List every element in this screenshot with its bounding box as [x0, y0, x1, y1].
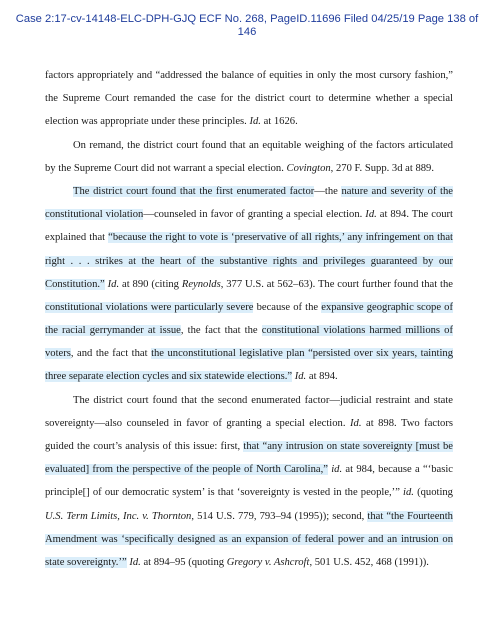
text-run: , and the fact that [70, 348, 152, 360]
highlighted-text: three separate election cycles and six statewide elections.” [45, 371, 293, 383]
highlighted-text: “because the right to vote is ‘preservative of all rights,’ any infringement on that [108, 232, 453, 244]
highlighted-text: Constitution.” [45, 278, 105, 290]
text-line [45, 226, 453, 249]
text-run: because of the [253, 301, 322, 313]
text-line [45, 365, 453, 388]
highlighted-text: constitutional violations harmed millions of [261, 325, 453, 337]
text-line [45, 296, 453, 319]
text-line [45, 458, 453, 481]
highlighted-text: nature and severity of the [341, 185, 453, 197]
highlighted-text: that “the Fourteenth [367, 510, 453, 522]
text-run: at 894. [306, 371, 338, 383]
text-line [45, 481, 453, 504]
text-run: guided the court’s analysis of this issue: first, [45, 441, 244, 452]
text-run: (quoting [413, 487, 453, 499]
text-run: at 894–95 (quoting [140, 556, 227, 568]
text-line [45, 157, 453, 180]
highlighted-text: evaluated] from the perspective of the people of North Carolina,” [45, 464, 328, 476]
text-run: at 890 (citing [119, 278, 182, 290]
text-line [45, 180, 453, 203]
highlighted-text: expansive geographic scope of [321, 301, 453, 313]
text-run: at 894. The court [376, 209, 453, 221]
italic-citation: Id. [107, 278, 120, 290]
ecf-header-line-2: 146 [237, 26, 257, 38]
italic-citation: Id. [129, 556, 141, 568]
italic-citation: id. [403, 487, 414, 499]
document-body [45, 64, 453, 574]
ecf-header [0, 13, 494, 39]
italic-citation: Id. [294, 371, 307, 383]
ecf-header-line-1: Case 2:17-cv-14148-ELC-DPH-GJQ ECF No. 268, PageID.11696 Filed 04/25/19 Page 138 of [15, 13, 479, 25]
text-run: On remand, the district court found that an equitable weighing of the factors articulated [73, 139, 453, 151]
text-run: factors appropriately and “addressed the balance of equities in only the most cursory fashion,” [45, 70, 453, 81]
text-run: the Supreme Court remanded the case for the district court to determine whether a special [45, 93, 453, 105]
text-line [45, 64, 453, 87]
text-run: , 514 U.S. 779, 793–94 (1995)); second, [191, 510, 368, 522]
text-run: , 501 U.S. 452, 468 (1991)). [309, 556, 429, 568]
highlighted-text: constitutional violations were particularly severe [45, 301, 254, 313]
italic-citation: id. [331, 464, 343, 476]
highlighted-text: state sovereignty.’” [45, 556, 127, 568]
highlighted-text: voters [45, 348, 71, 360]
italic-citation: Reynolds [181, 278, 221, 290]
highlighted-text: that “any intrusion on state sovereignty [must be [243, 441, 453, 452]
text-run: sovereignty—also counseled in favor of granting a special election. [45, 417, 350, 429]
text-line [45, 250, 453, 273]
text-run: explained that [45, 232, 109, 244]
text-line [45, 389, 453, 412]
text-line [45, 528, 453, 551]
text-line [45, 319, 453, 342]
text-run: , the fact that the [180, 325, 262, 337]
text-run: election was appropriate under these principles. [45, 116, 250, 128]
highlighted-text: Amendment was ‘specifically designed as an expansion of federal power and an intrusion on [45, 533, 453, 545]
text-line [45, 273, 453, 296]
text-line [45, 505, 453, 528]
text-run: principle[] of our democratic system’ is that ‘sovereignty is vested in the people,’” [45, 487, 404, 499]
text-run: at 984, because a “‘basic [342, 464, 453, 476]
text-line [45, 203, 453, 226]
text-line [45, 412, 453, 435]
highlighted-text: The district court found that the first enumerated factor [73, 185, 315, 197]
text-line [45, 110, 453, 133]
text-run: , 270 F. Supp. 3d at 889. [330, 162, 435, 174]
italic-citation: Id. [350, 417, 362, 429]
text-line [45, 435, 453, 458]
text-run: The district court found that the second enumerated factor—judicial restraint and state [73, 394, 453, 406]
italic-citation: Gregory v. Ashcroft [226, 556, 310, 568]
italic-citation: U.S. Term Limits, Inc. v. Thornton [45, 510, 192, 522]
highlighted-text: the unconstitutional legislative plan “persisted over six years, tainting [151, 348, 453, 360]
text-line [45, 551, 453, 574]
text-line [45, 342, 453, 365]
highlighted-text: the racial gerrymander at issue [45, 325, 181, 337]
highlighted-text: constitutional violation [45, 209, 144, 221]
highlighted-text: right . . . strikes at the heart of the substantive rights and privileges guaranteed by our [45, 255, 453, 267]
text-run: —the [314, 185, 342, 197]
text-run: , 377 U.S. at 562–63). The court further found that the [220, 278, 453, 290]
italic-citation: Id. [249, 116, 261, 128]
text-run: at 1626. [260, 116, 298, 128]
text-line [45, 134, 453, 157]
text-run: at 898. Two factors [361, 417, 453, 429]
italic-citation: Covington [286, 162, 331, 174]
text-run: by the Supreme Court did not warrant a special election. [45, 162, 287, 174]
text-line [45, 87, 453, 110]
italic-citation: Id. [365, 209, 377, 221]
text-run: —counseled in favor of granting a special election. [143, 209, 366, 221]
